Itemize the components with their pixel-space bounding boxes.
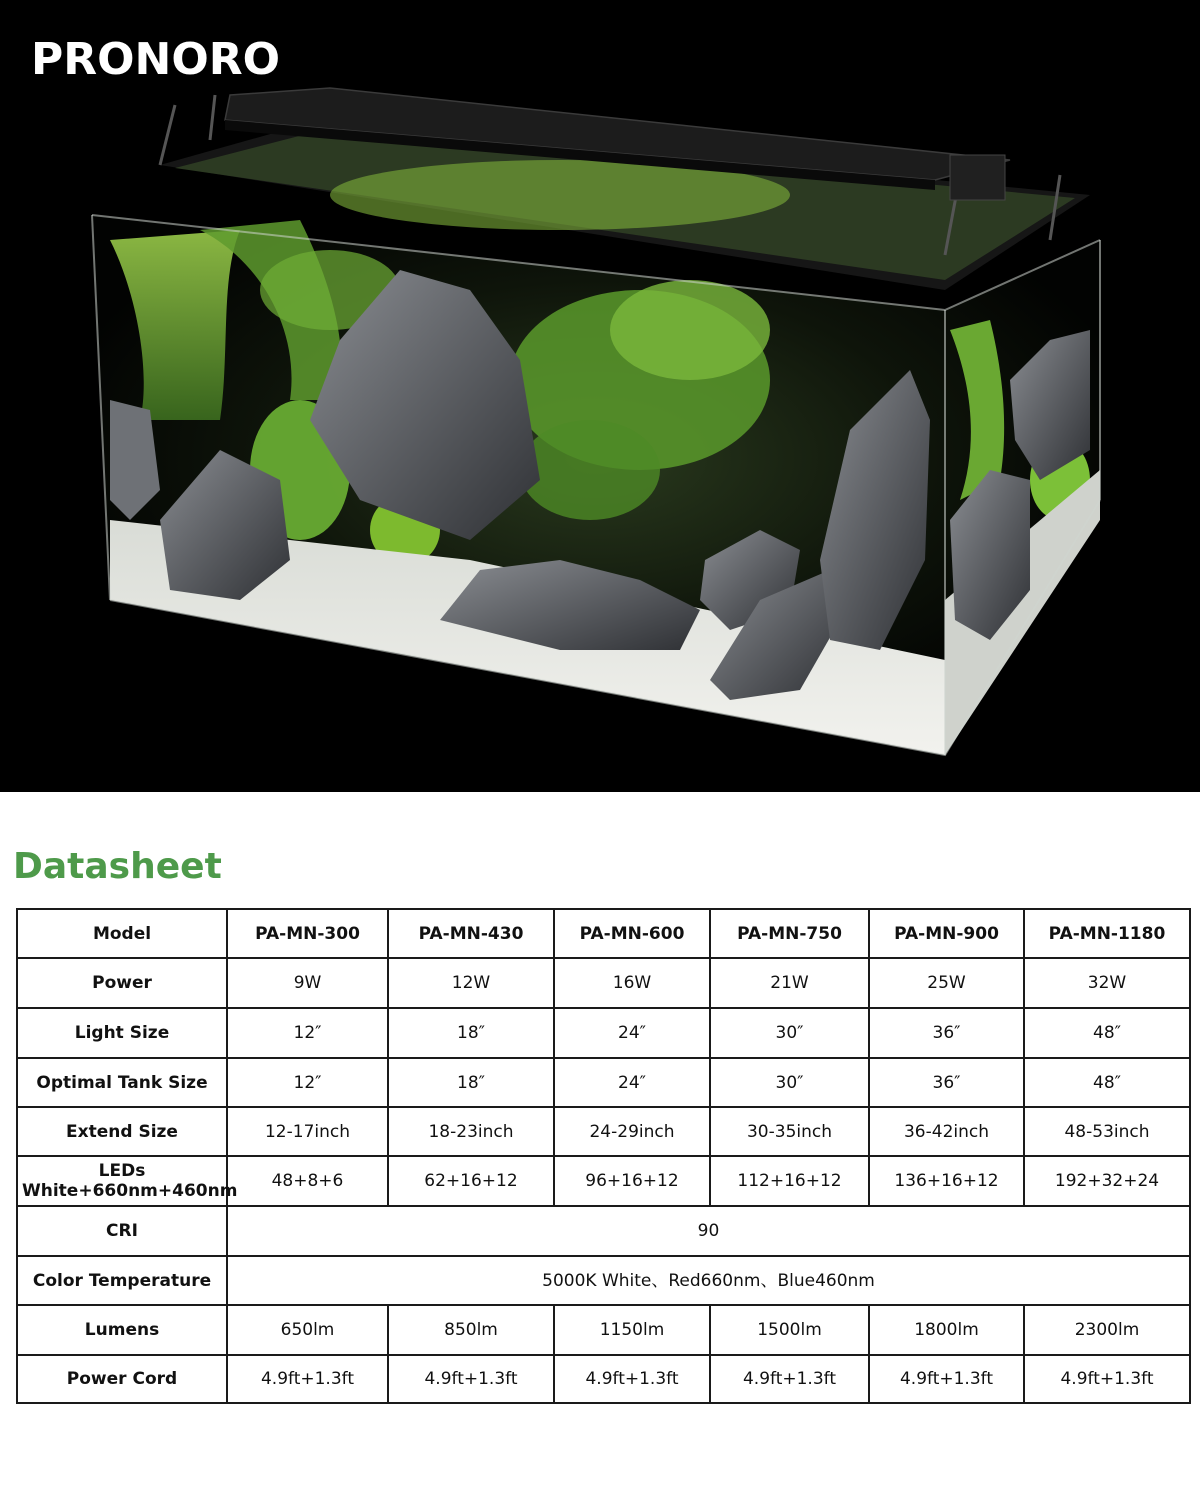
power-cell: 16W [554,958,710,1008]
tank-size-cell: 36″ [869,1058,1024,1107]
leds-cell: 96+16+12 [554,1156,710,1206]
row-label-light-size: Light Size [17,1008,227,1058]
tank-size-cell: 30″ [710,1058,869,1107]
power-cell: 21W [710,958,869,1008]
extend-size-cell: 12-17inch [227,1107,388,1156]
leds-cell: 62+16+12 [388,1156,554,1206]
color-temperature-cell: 5000K White、Red660nm、Blue460nm [227,1256,1190,1305]
leds-cell: 192+32+24 [1024,1156,1190,1206]
model-cell: PA-MN-1180 [1024,909,1190,958]
lumens-cell: 850lm [388,1305,554,1355]
power-cell: 12W [388,958,554,1008]
lumens-cell: 1500lm [710,1305,869,1355]
power-cord-cell: 4.9ft+1.3ft [869,1355,1024,1403]
model-cell: PA-MN-430 [388,909,554,958]
table-row [17,909,1190,958]
section-title: Datasheet [13,846,222,887]
power-cord-cell: 4.9ft+1.3ft [388,1355,554,1403]
power-cord-cell: 4.9ft+1.3ft [710,1355,869,1403]
model-cell: PA-MN-900 [869,909,1024,958]
leds-cell: 48+8+6 [227,1156,388,1206]
tank-size-cell: 12″ [227,1058,388,1107]
light-size-cell: 12″ [227,1008,388,1058]
tank-size-cell: 48″ [1024,1058,1190,1107]
light-size-cell: 18″ [388,1008,554,1058]
table-row [17,958,1190,1008]
tank-size-cell: 24″ [554,1058,710,1107]
power-cord-cell: 4.9ft+1.3ft [1024,1355,1190,1403]
model-cell: PA-MN-750 [710,909,869,958]
leds-label-line2: White+660nm+460nm [22,1181,238,1201]
extend-size-cell: 48-53inch [1024,1107,1190,1156]
light-size-cell: 48″ [1024,1008,1190,1058]
row-label-optimal-tank-size: Optimal Tank Size [17,1058,227,1107]
brand-logo: PRONORO [31,34,281,85]
tank-size-cell: 18″ [388,1058,554,1107]
row-label-model: Model [17,909,227,958]
row-label-extend-size: Extend Size [17,1107,227,1156]
model-cell: PA-MN-300 [227,909,388,958]
table-row [17,1256,1190,1305]
leds-cell: 136+16+12 [869,1156,1024,1206]
model-cell: PA-MN-600 [554,909,710,958]
row-label-lumens: Lumens [17,1305,227,1355]
row-label-leds [17,1156,238,1206]
row-label-power: Power [17,958,227,1008]
table-row [17,1355,1190,1403]
lumens-cell: 1800lm [869,1305,1024,1355]
table-row [17,1206,1190,1256]
extend-size-cell: 36-42inch [869,1107,1024,1156]
row-label-color-temperature: Color Temperature [17,1256,227,1305]
table-row [17,1058,1190,1107]
spec-table [16,908,1191,1404]
row-label-power-cord: Power Cord [17,1355,227,1403]
table-row [17,1107,1190,1156]
table-row [17,1008,1190,1058]
extend-size-cell: 30-35inch [710,1107,869,1156]
extend-size-cell: 24-29inch [554,1107,710,1156]
light-size-cell: 36″ [869,1008,1024,1058]
lumens-cell: 2300lm [1024,1305,1190,1355]
light-size-cell: 30″ [710,1008,869,1058]
power-cord-cell: 4.9ft+1.3ft [227,1355,388,1403]
power-cell: 25W [869,958,1024,1008]
extend-size-cell: 18-23inch [388,1107,554,1156]
power-cord-cell: 4.9ft+1.3ft [554,1355,710,1403]
power-cell: 9W [227,958,388,1008]
table-row [17,1305,1190,1355]
row-label-cri: CRI [17,1206,227,1256]
light-size-cell: 24″ [554,1008,710,1058]
cri-cell: 90 [227,1206,1190,1256]
lumens-cell: 650lm [227,1305,388,1355]
power-cell: 32W [1024,958,1190,1008]
leds-label-line1: LEDs [98,1161,146,1181]
table-row [17,1156,1190,1206]
lumens-cell: 1150lm [554,1305,710,1355]
leds-cell: 112+16+12 [710,1156,869,1206]
